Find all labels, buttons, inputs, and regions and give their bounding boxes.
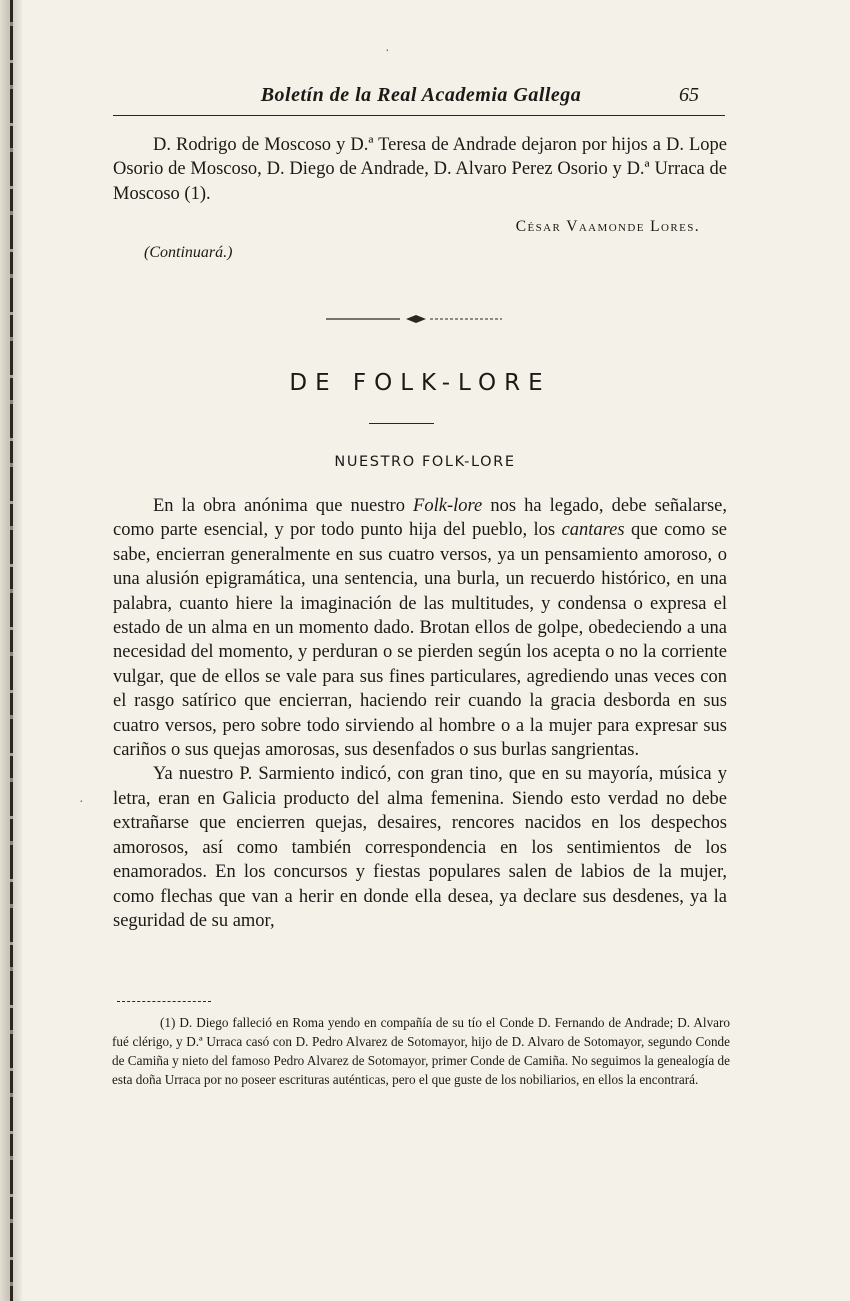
footnote (112, 1014, 730, 1090)
footnote-separator (117, 1001, 211, 1002)
paragraph-1-intro: En la obra anónima que nuestro (153, 496, 405, 516)
paragraph-1-rest: que como se sabe, encierran generalmente en sus cuatro versos, ya un pensamiento amoroso, o una alusión epigramática, una sentencia, una burla, un recuerdo histórico, en una palabra, cuanto hiere la imaginación de las multitudes, y condensa o expresa el estado de un alma en un momento dado. Brotan ellos de golpe, obedeciendo a una necesidad del momento, y perduran o se pierden según los acepta o no la corriente vulgar, que de ellos se vale para sus fines particulares, agrediendo unas veces con el rasgo satírico que encierran, haciendo reir cuando la gracia desborda en sus cuatro versos, pero sobre todo sirviendo al hombre o a la mujer para expresar sus cariños o sus quejas amorosas, sus desenfados o sus burlas sangrientas. (113, 520, 728, 761)
binding-stitch-line (10, 0, 13, 1301)
footnote-text: D. Diego falleció en Roma yendo en compañía de su tío el Conde D. Fernando de Andrade; D. Alvaro fué clérigo, y D.ª Urraca casó con D. Pedro Alvarez de Sotomayor, hijo de D. Alvaro de Sotomayor, segundo Conde de Camiña y nieto del famoso Pedro Alvarez de Sotomayor, primer Conde de Camiña. No seguimos la genealogía de esta doña Urraca por no poseer escrituras auténticas, pero el que guste de los nobiliarios, en ellos la encontrará. (112, 1015, 730, 1087)
paragraph-1-middle: nos ha legado, debe señalarse, como parte esencial, y por todo punto hija del pueblo, los (113, 496, 728, 541)
continued-note: (Continuará.) (144, 244, 233, 261)
ornament-divider (326, 312, 502, 326)
page-header (113, 84, 725, 114)
footnote-marker: (1) (160, 1015, 176, 1030)
header-rule (113, 115, 725, 116)
folk-lore-term: Folk-lore (413, 496, 483, 516)
running-head: Boletín de la Real Academia Gallega (260, 84, 582, 106)
article-paragraph-1 (113, 494, 727, 762)
intro-paragraph: D. Rodrigo de Moscoso y D.ª Teresa de Andrade dejaron por hijos a D. Lope Osorio de Moscoso, D. Diego de Andrade, D. Alvaro Perez Osorio y D.ª Urraca de Moscoso (1). (113, 135, 727, 204)
page-number: 65 (679, 84, 699, 106)
author-signature: César Vaamonde Lores. (515, 218, 700, 235)
title-rule (369, 423, 434, 424)
article-paragraph-2: Ya nuestro P. Sarmiento indicó, con gran tino, que en su mayoría, música y letra, eran en Galicia producto del alma femenina. Siendo esto verdad no debe extrañarse que encierren quejas, desaires, rencores nacidos en los despechos amorosos, así como también correspondencia en los sentimientos de los enamorados. En los concursos y fiestas populares salen de labios de la mujer, como flechas que van a herir en donde ella desea, ya declare sus desdenes, ya la seguridad de su amor, (113, 764, 727, 931)
top-dot: · (385, 44, 390, 59)
section-subtitle: NUESTRO FOLK-LORE (334, 454, 516, 470)
page-binding-edge (0, 0, 22, 1301)
article-body (113, 494, 727, 933)
section-title: DE FOLK-LORE (289, 370, 551, 396)
intro-block (113, 133, 727, 206)
margin-mark: · (79, 795, 84, 810)
cantares-term: cantares (561, 520, 625, 541)
